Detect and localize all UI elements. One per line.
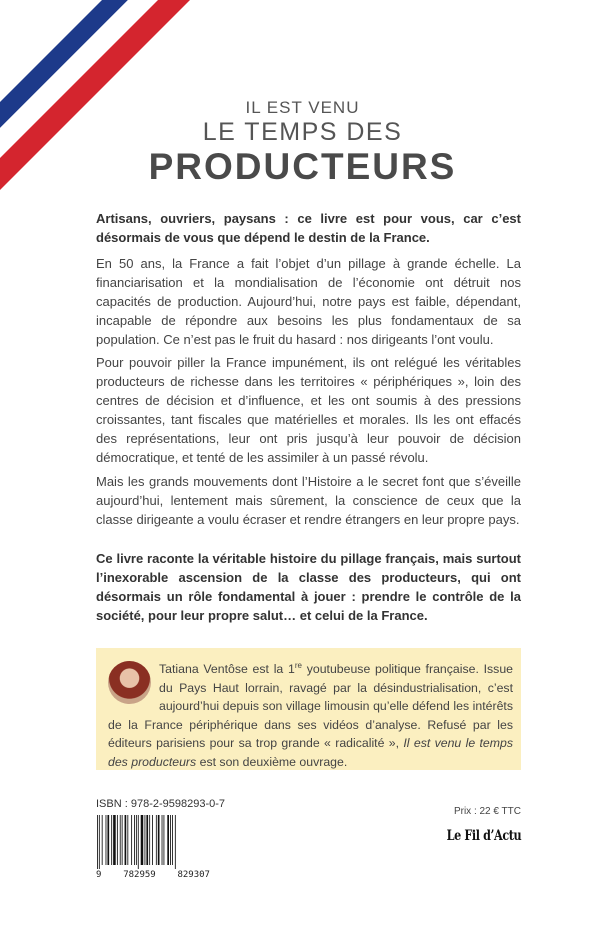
- title-line-3: PRODUCTEURS: [148, 146, 457, 187]
- barcode: [96, 815, 210, 869]
- book-title: [0, 98, 605, 188]
- title-line-1: IL EST VENU: [245, 98, 360, 117]
- paragraph-producers: Pour pouvoir piller la France impunément, ils ont relégué les véritables producteurs de richesse dans les territoires « périphériques », loin des centres de décision et d’influence, et les ont soumis à des pressions croissantes, tant fiscales que matérielles et morales. Ils les ont effacés des représentations, leur ont pris jusqu’à leur pouvoir de décision démocratique, et tenté de les assimiler à un passé révolu.: [96, 355, 521, 465]
- author-photo: [108, 661, 151, 704]
- author-bio-box: [96, 648, 521, 770]
- price-label: Prix : 22 € TTC: [453, 806, 521, 817]
- publisher-logo: Le Fil d’Actu: [446, 828, 521, 844]
- title-line-2: LE TEMPS DES: [202, 118, 403, 146]
- closing-paragraph: Ce livre raconte la véritable histoire du pillage français, mais surtout l’inexorable ascension de la classe des producteurs, qui ont désormais un rôle fondamental à jouer : prendre le contrôle de la société, pour leur propre salut… et celui de la France.: [96, 551, 521, 623]
- intro-paragraph: Artisans, ouvriers, paysans : ce livre est pour vous, car c’est désormais de vous que dépend le destin de la France.: [96, 211, 521, 245]
- author-bio-text: Tatiana Ventôse est la 1re youtubeuse politique française. Issue du Pays Haut lorrain, ravagé par la désindustrialisation, c’est aujourd’hui depuis son village limousin qu’elle défend les intérêts de la France périphérique dans ses vidéos d’analyse. Refusé par les éditeurs parisiens pour sa trop grande « radicalité », Il est venu le temps des producteurs est son deuxième ouvrage.: [108, 661, 513, 769]
- isbn-label: ISBN : 978-2-9598293-0-7: [96, 798, 226, 810]
- barcode-numbers: 9 782959 829307: [96, 870, 210, 880]
- book-title-italic: Il est venu le temps des producteurs: [108, 736, 513, 769]
- paragraph-awakening: Mais les grands mouvements dont l’Histoire a le secret font que s’éveille aujourd’hui, lentement mais sûrement, la conscience de ceux que la classe dirigeante a voulu écraser et rendre étrangers en leur propre pays.: [96, 474, 521, 527]
- paragraph-pillage: En 50 ans, la France a fait l’objet d’un pillage à grande échelle. La financiarisation et la mondialisation de l’économie ont détruit nos capacités de production. Aujourd’hui, notre pays est faible, dépendant, incapable de répondre aux besoins les plus fondamentaux de sa population. Ce n’est pas le fruit du hasard : nos dirigeants l’ont voulu.: [96, 256, 521, 347]
